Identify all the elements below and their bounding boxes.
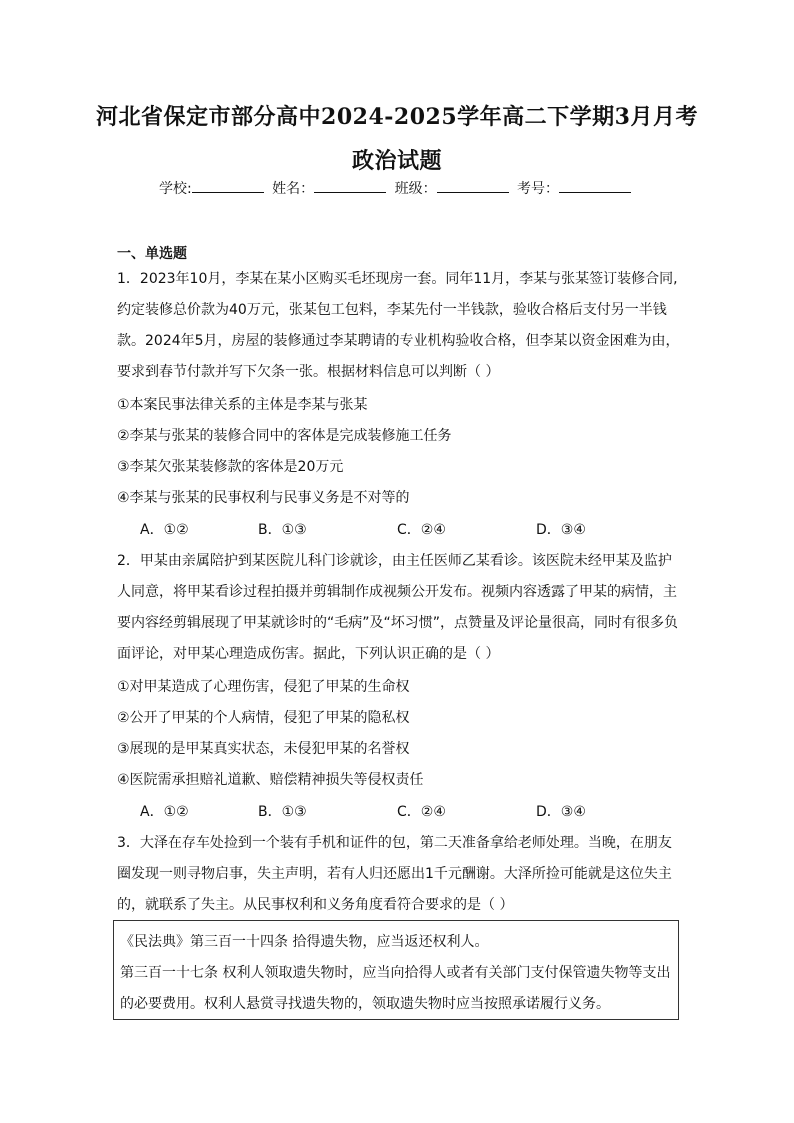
question-2-line: 要内容经剪辑展现了甲某就诊时的“毛病”及“坏习惯”，点赞量及评论量很高，同时有很多负 <box>117 615 679 631</box>
question-1-item: ④李某与张某的民事权利与民事义务是不对等的 <box>117 490 410 506</box>
name-label: 姓名： <box>272 181 315 197</box>
law-excerpt-box <box>113 920 679 1020</box>
option-d[interactable]: D．③④ <box>536 804 586 820</box>
law-article-314: 《民法典》第三百一十四条 拾得遗失物，应当返还权利人。 <box>120 934 489 950</box>
exam-number-label: 考号： <box>517 181 560 197</box>
question-1-item: ①本案民事法律关系的主体是李某与张某 <box>117 397 368 413</box>
option-d[interactable]: D．③④ <box>536 522 586 538</box>
class-field[interactable] <box>437 180 509 193</box>
option-b[interactable]: B．①③ <box>258 522 307 538</box>
exam-title: 河北省保定市部分高中2024-2025学年高二下学期3月月考 <box>96 104 698 130</box>
option-c[interactable]: C．②④ <box>397 522 446 538</box>
question-2-item: ④医院需承担赔礼道歉、赔偿精神损失等侵权责任 <box>117 772 424 788</box>
exam-subtitle: 政治试题 <box>351 148 442 174</box>
option-a[interactable]: A．①② <box>140 804 189 820</box>
question-3-line: 圈发现一则寻物启事，失主声明，若有人归还愿出1千元酬谢。大泽所捡可能就是这位失主 <box>117 866 672 882</box>
question-2-item: ②公开了甲某的个人病情，侵犯了甲某的隐私权 <box>117 710 410 726</box>
question-2-line: 人同意，将甲某看诊过程拍摄并剪辑制作成视频公开发布。视频内容透露了甲某的病情，主 <box>117 584 677 600</box>
student-info-row <box>0 178 794 198</box>
option-b[interactable]: B．①③ <box>258 804 307 820</box>
question-2-options <box>140 801 640 821</box>
question-2-item: ③展现的是甲某真实状态，未侵犯甲某的名誉权 <box>117 741 410 757</box>
law-article-317-cont: 的必要费用。权利人悬赏寻找遗失物的，领取遗失物时应当按照承诺履行义务。 <box>120 996 610 1012</box>
question-3-line: 的，就联系了失主。从民事权利和义务角度看符合要求的是（ ） <box>117 897 514 913</box>
question-2-item: ①对甲某造成了心理伤害，侵犯了甲某的生命权 <box>117 679 410 695</box>
question-2-line: 2．甲某由亲属陪护到某医院儿科门诊就诊，由主任医师乙某看诊。该医院未经甲某及监护 <box>117 553 672 569</box>
question-1-line: 款。2024年5月，房屋的装修通过李某聘请的专业机构验收合格，但李某以资金困难为由， <box>117 333 680 349</box>
question-1-line: 要求到春节付款并写下欠条一张。根据材料信息可以判断（ ） <box>117 364 500 380</box>
section-title: 一、单选题 <box>117 246 187 262</box>
question-1-options <box>140 519 640 539</box>
school-field[interactable] <box>192 180 264 193</box>
law-article-317: 第三百一十七条 权利人领取遗失物时，应当向拾得人或者有关部门支付保管遗失物等支出 <box>120 965 671 981</box>
option-c[interactable]: C．②④ <box>397 804 446 820</box>
option-a[interactable]: A．①② <box>140 522 189 538</box>
question-1-item: ②李某与张某的装修合同中的客体是完成装修施工任务 <box>117 428 452 444</box>
question-1-item: ③李某欠张某装修款的客体是20万元 <box>117 459 344 475</box>
question-1-line: 约定装修总价款为40万元，张某包工包料，李某先付一半钱款，验收合格后支付另一半钱 <box>117 302 667 318</box>
exam-number-field[interactable] <box>559 180 631 193</box>
name-field[interactable] <box>314 180 386 193</box>
question-2-line: 面评论，对甲某心理造成伤害。据此，下列认识正确的是（ ） <box>117 646 500 662</box>
question-3-line: 3．大泽在存车处捡到一个装有手机和证件的包，第二天准备拿给老师处理。当晚，在朋友 <box>117 835 672 851</box>
question-1-line: 1．2023年10月，李某在某小区购买毛坯现房一套。同年11月，李某与张某签订装修合同, <box>117 271 678 287</box>
class-label: 班级： <box>394 181 437 197</box>
school-label: 学校: <box>158 181 192 197</box>
